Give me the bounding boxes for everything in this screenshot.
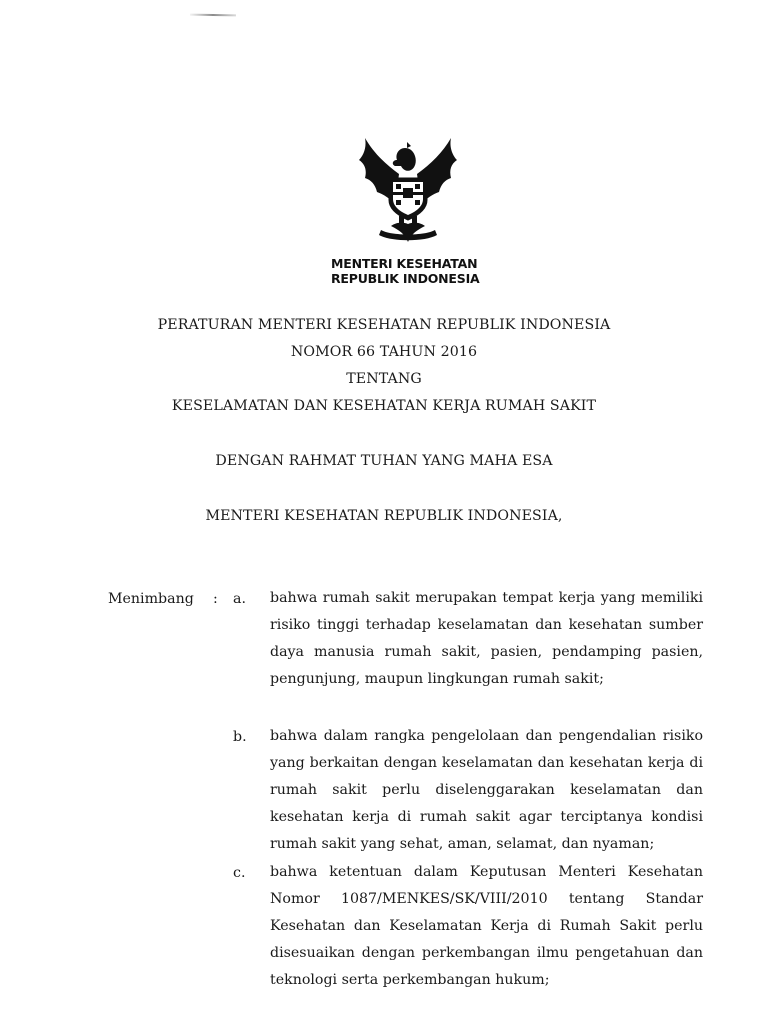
ministry-line-2: REPUBLIK INDONESIA bbox=[331, 271, 480, 286]
preamble-blessing: DENGAN RAHMAT TUHAN YANG MAHA ESA bbox=[215, 453, 553, 469]
regulation-title: PERATURAN MENTERI KESEHATAN REPUBLIK INDONESIA bbox=[157, 317, 611, 333]
considering-item-text: bahwa ketentuan dalam Keputusan Menteri Kesehatan Nomor 1087/MENKES/SK/VIII/2010 tentang Standar Kesehatan dan Keselamatan Kerja di Rumah Sakit perlu disesuaikan dengan perkembangan ilmu pengetahuan dan teknologi serta perkembangan hukum; bbox=[270, 864, 703, 988]
considering-item-letter: a. bbox=[233, 591, 246, 607]
preamble-issuer: MENTERI KESEHATAN REPUBLIK INDONESIA, bbox=[205, 508, 563, 524]
ministry-line-1: MENTERI KESEHATAN bbox=[331, 256, 478, 271]
considering-label: Menimbang bbox=[108, 591, 194, 607]
garuda-pancasila-emblem-icon bbox=[355, 134, 461, 246]
regulation-subject: KESELAMATAN DAN KESEHATAN KERJA RUMAH SAKIT bbox=[171, 398, 597, 414]
scan-artifact bbox=[190, 14, 236, 17]
considering-item-letter: c. bbox=[233, 865, 246, 881]
considering-item-text: bahwa rumah sakit merupakan tempat kerja yang memiliki risiko tinggi terhadap keselamatan dan kesehatan sumber daya manusia rumah sakit, pasien, pendamping pasien, pengunjung, maupun lingkungan rumah sakit; bbox=[270, 590, 703, 687]
considering-item-letter: b. bbox=[233, 729, 247, 745]
considering-item-text: bahwa dalam rangka pengelolaan dan pengendalian risiko yang berkaitan dengan keselamatan dan kesehatan kerja di rumah sakit perlu diselenggarakan keselamatan dan kesehatan kerja di rumah sakit agar terciptanya kondisi rumah sakit yang sehat, aman, selamat, dan nyaman; bbox=[270, 728, 703, 852]
considering-colon: : bbox=[213, 591, 218, 607]
ministry-letterhead bbox=[331, 256, 480, 286]
regulation-about: TENTANG bbox=[346, 371, 422, 387]
regulation-number: NOMOR 66 TAHUN 2016 bbox=[290, 344, 478, 360]
